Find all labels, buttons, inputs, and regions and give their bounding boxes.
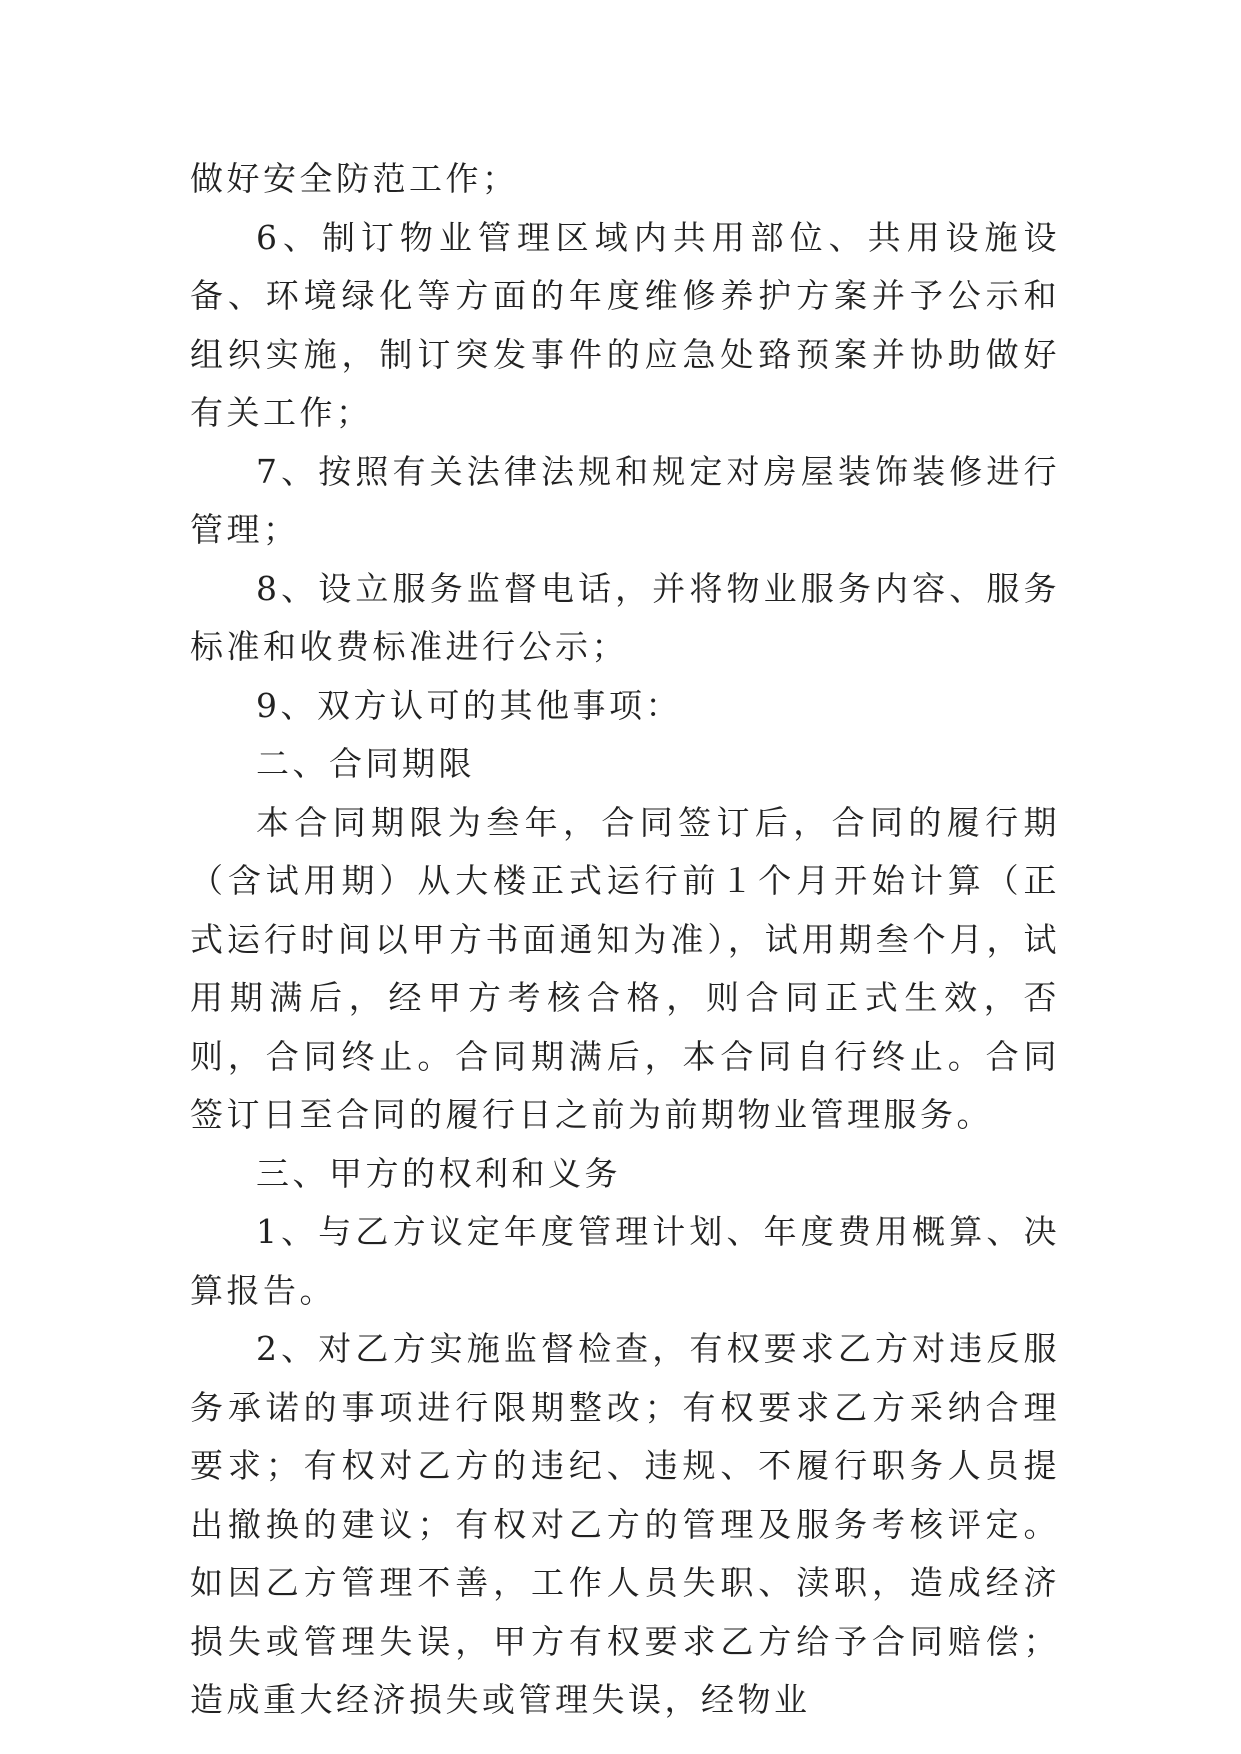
- document-body: [190, 150, 1060, 1730]
- section-heading-contract-term: 二、合同期限: [256, 744, 475, 783]
- paragraph-party-a-item-2: 2、对乙方实施监督检查，有权要求乙方对违反服务承诺的事项进行限期整改；有权要求乙方采纳合理要求；有权对乙方的违纪、违规、不履行职务人员提出撤换的建议；有权对乙方的管理及服务考核评定。如因乙方管理不善，工作人员失职、渎职，造成经济损失或管理失误，甲方有权要求乙方给予合同赔偿；造成重大经济损失或管理失误，经物业: [190, 1329, 1060, 1719]
- paragraph-contract-term: 本合同期限为叁年，合同签订后，合同的履行期（含试用期）从大楼正式运行前１个月开始计算（正式运行时间以甲方书面通知为准），试用期叁个月，试用期满后，经甲方考核合格，则合同正式生效，否则，合同终止。合同期满后，本合同自行终止。合同签订日至合同的履行日之前为前期物业管理服务。: [190, 802, 1060, 1134]
- paragraph-party-a-item-1: 1、与乙方议定年度管理计划、年度费用概算、决算报告。: [190, 1212, 1060, 1310]
- paragraph-item-7: 7、按照有关法律法规和规定对房屋装饰装修进行管理；: [190, 451, 1060, 549]
- paragraph-item-8: 8、设立服务监督电话，并将物业服务内容、服务标准和收费标准进行公示；: [190, 568, 1060, 666]
- paragraph-item-6: 6、制订物业管理区域内共用部位、共用设施设备、环境绿化等方面的年度维修养护方案并予公示和组织实施，制订突发事件的应急处臵预案并协助做好有关工作；: [190, 217, 1060, 432]
- section-heading-party-a-rights: 三、甲方的权利和义务: [256, 1153, 621, 1193]
- paragraph-safety-work: 做好安全防范工作；: [190, 159, 519, 198]
- paragraph-item-9: 9、双方认可的其他事项：: [256, 685, 682, 725]
